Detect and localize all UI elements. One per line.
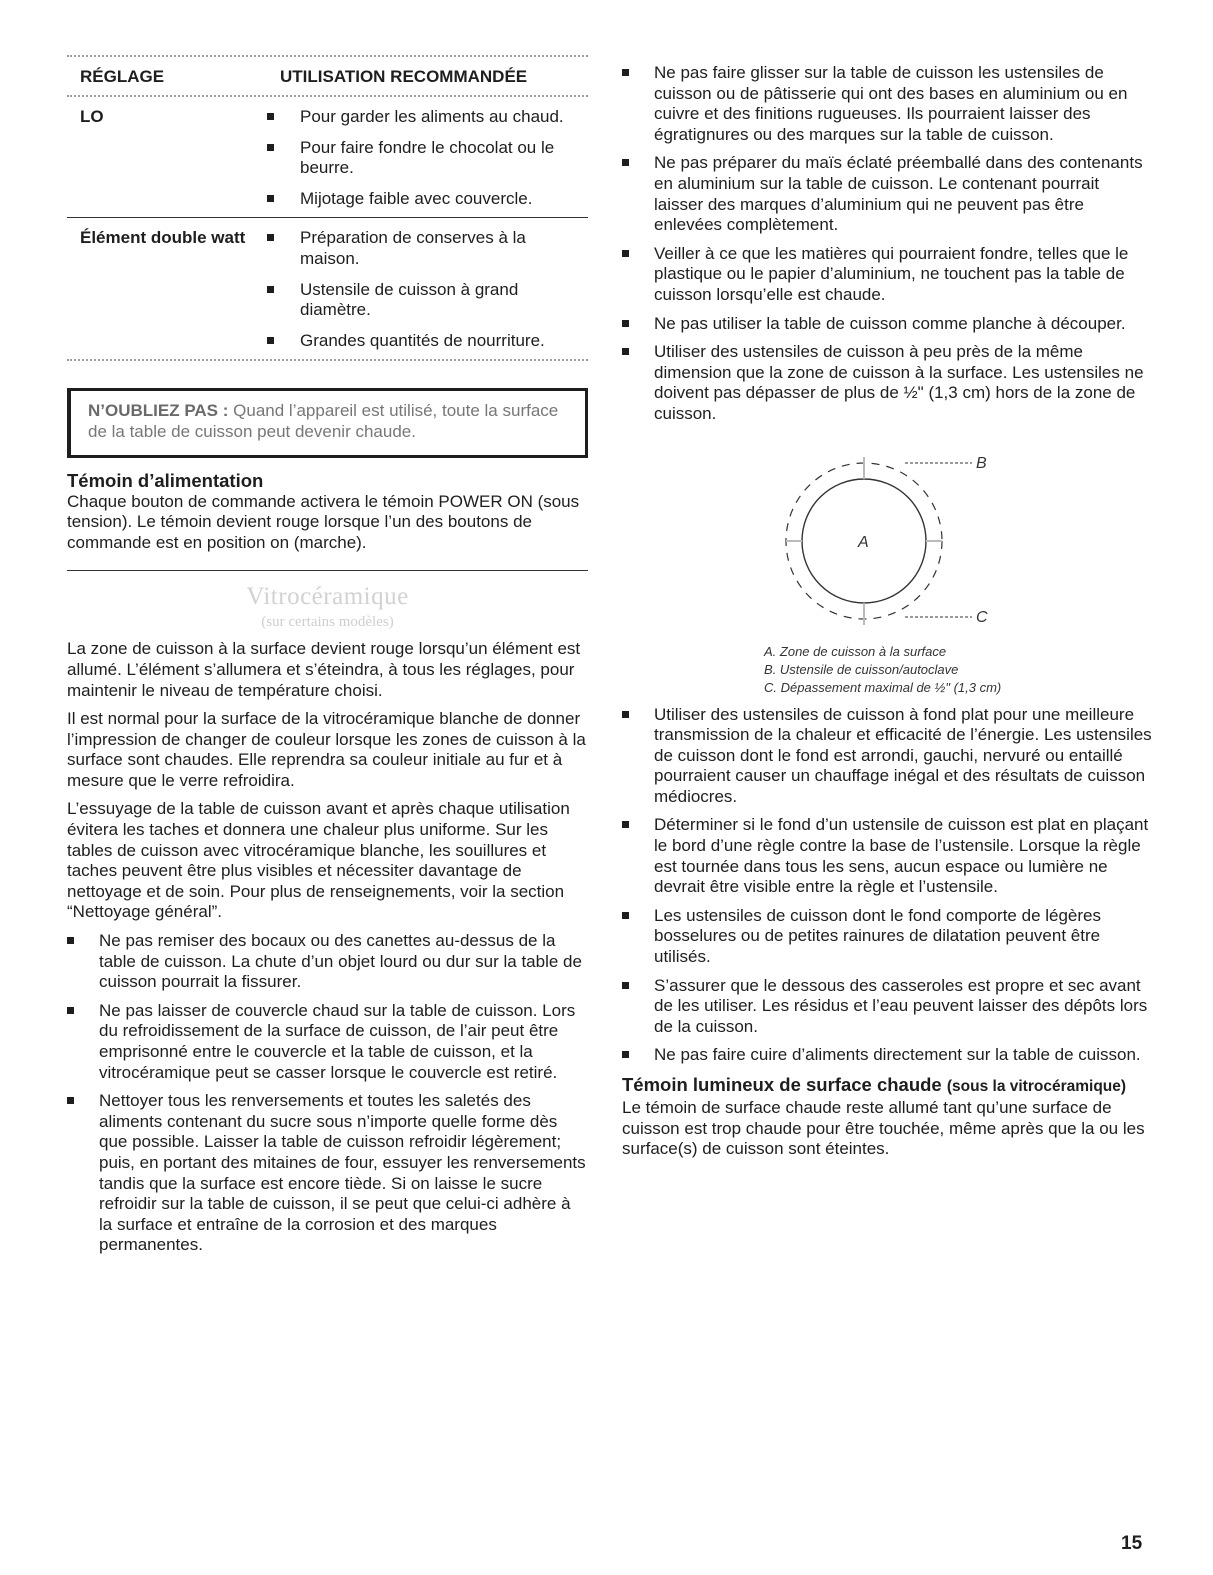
setting-label: Élément double watt	[80, 228, 246, 248]
section-title-vitroceramique: Vitrocéramique	[246, 583, 409, 611]
list-item-text: Ne pas laisser de couvercle chaud sur la table de cuisson. Lors du refroidissement de la surface de cuisson, de l’air peut être emprisonné entre le couvercle et la table de cuisson, et la vitrocéramique peut se casser lorsque le couvercle est retiré.	[99, 1000, 576, 1082]
hot-surface-heading	[622, 1074, 1152, 1098]
header-use: UTILISATION RECOMMANDÉE	[280, 67, 528, 86]
vitro-bullet-list-left	[67, 931, 588, 1256]
caption-c: C. Dépassement maximal de ½" (1,3 cm)	[764, 679, 1002, 695]
label-b: B	[976, 454, 987, 472]
power-indicator-text: Chaque bouton de commande activera le témoin POWER ON (sous tension). Le témoin devient rouge lorsque l’un des boutons de commande est en position on (marche).	[67, 491, 580, 552]
list-item	[622, 705, 1152, 808]
use-item	[267, 189, 588, 210]
list-item	[622, 153, 1152, 235]
bullet-icon	[622, 159, 629, 166]
list-item	[622, 906, 1152, 968]
bullet-icon	[622, 1051, 629, 1058]
use-text: Ustensile de cuisson à grand diamètre.	[300, 279, 519, 320]
section-divider	[67, 570, 588, 571]
vitro-bullet-list-right-bottom	[622, 705, 1152, 1067]
list-item	[622, 976, 1152, 1038]
hot-surface-text: Le témoin de surface chaude reste allumé tant qu’une surface de cuisson est trop chaude pour être touchée, même après que la ou les surface(s) de cuisson sont éteintes.	[622, 1098, 1145, 1159]
caption-b: B. Ustensile de cuisson/autoclave	[764, 661, 959, 677]
vitro-paragraph: La zone de cuisson à la surface devient rouge lorsqu’un élément est allumé. L’élément s’allumera et s’éteindra, à tous les réglages, pour maintenir le niveau de température choisi.	[67, 639, 581, 700]
list-item-text: Ne pas faire glisser sur la table de cuisson les ustensiles de cuisson ou de pâtisserie qui ont des bases en aluminium ou en cuivre et des finitions rugueuses. Ils pourraient laisser des égratignures ou des marques sur la table de cuisson.	[654, 63, 1128, 144]
list-item	[67, 1091, 588, 1256]
vitro-paragraph: L’essuyage de la table de cuisson avant et après chaque utilisation évitera les taches et donnera une chaleur plus uniforme. Sur les tables de cuisson avec vitrocéramique blanche, les souillures et taches peuvent être plus visibles et nécessiter davantage de nettoyage et de soin. Pour plus de renseignements, voir la section “Nettoyage général”.	[67, 799, 570, 922]
hot-surface-title-suffix: (sous la vitrocéramique)	[946, 1078, 1127, 1095]
use-item	[267, 138, 588, 179]
vitro-paragraph: Il est normal pour la surface de la vitrocéramique blanche de donner l’impression de changer de couleur lorsque les zones de cuisson à la surface sont chaudes. Elle reprendra sa couleur initiale au fur et à mesure que le verre refroidira.	[67, 709, 586, 790]
label-c: C	[976, 608, 988, 626]
bullet-icon	[267, 144, 274, 151]
bullet-icon	[622, 821, 629, 828]
list-item-text: Ne pas utiliser la table de cuisson comme planche à découper.	[654, 313, 1126, 333]
list-item	[67, 931, 588, 993]
setting-label: LO	[80, 107, 104, 126]
list-item	[622, 244, 1152, 306]
use-list	[267, 228, 588, 351]
bullet-icon	[267, 337, 274, 344]
bullet-icon	[622, 982, 629, 989]
list-item-text: Utiliser des ustensiles de cuisson à peu près de la même dimension que la zone de cuisson à la surface. Les ustensiles ne doivent pas dépasser de plus de ½" (1,3 cm) hors de la zone de cuisson.	[654, 342, 1144, 423]
list-item	[622, 815, 1152, 897]
use-text: Mijotage faible avec couvercle.	[300, 188, 533, 208]
cookware-size-diagram	[622, 433, 1152, 643]
hot-surface-title: Témoin lumineux de surface chaude	[622, 1074, 942, 1095]
power-indicator-heading: Témoin d’alimentation	[67, 469, 264, 491]
bullet-icon	[622, 912, 629, 919]
bullet-icon	[622, 320, 629, 327]
bullet-icon	[622, 348, 629, 355]
settings-table-header	[67, 57, 588, 95]
list-item-text: Utiliser des ustensiles de cuisson à fond plat pour une meilleure transmission de la chaleur et efficacité de l’énergie. Les ustensiles de cuisson dont le fond est arrondi, gauchi, nervuré ou entaillé pourraient causer un chauffage inégal et des résultats de cuisson médiocres.	[654, 704, 1152, 806]
bullet-icon	[67, 1097, 74, 1104]
use-item	[267, 228, 588, 269]
bullet-icon	[267, 286, 274, 293]
use-list	[267, 107, 588, 209]
list-item	[622, 63, 1152, 145]
list-item	[67, 1001, 588, 1083]
use-text: Pour garder les aliments au chaud.	[300, 107, 564, 126]
table-row-lo	[67, 97, 588, 217]
list-item	[622, 342, 1152, 424]
list-item-text: Ne pas remiser des bocaux ou des canettes au-dessus de la table de cuisson. La chute d’un objet lourd ou dur sur la table de cuisson pourrait la fissurer.	[99, 931, 582, 992]
diagram-captions	[622, 643, 1152, 697]
bullet-icon	[267, 113, 274, 120]
reminder-notice-box	[67, 388, 588, 457]
list-item-text: Ne pas faire cuire d’aliments directement sur la table de cuisson.	[654, 1045, 1141, 1065]
page-number: 15	[1121, 1533, 1143, 1554]
use-item	[267, 331, 588, 352]
list-item-text: Les ustensiles de cuisson dont le fond comporte de légères bosselures ou de petites rainures de dilatation peuvent être utilisés.	[654, 905, 1101, 967]
notice-body: Quand l’appareil est utilisé, toute la surface de la table de cuisson peut devenir chaude.	[88, 401, 559, 441]
list-item-text: Ne pas préparer du maïs éclaté préemballé dans des contenants en aluminium sur la table de cuisson. Le contenant pourrait laisser des marques d’aluminium qui ne peuvent pas être enlevées complètement.	[654, 153, 1143, 235]
list-item-text: Veiller à ce que les matières qui pourraient fondre, telles que le plastique ou le papier d’aluminium, ne touchent pas la table de cuisson lorsqu’elle est chaude.	[654, 243, 1129, 304]
use-item	[267, 107, 588, 128]
vitro-bullet-list-right-top	[622, 63, 1152, 425]
table-bottom-rule	[67, 359, 588, 361]
use-text: Grandes quantités de nourriture.	[300, 330, 545, 350]
header-setting: RÉGLAGE	[80, 67, 165, 86]
bullet-icon	[267, 234, 274, 241]
right-column	[622, 63, 1152, 1160]
bullet-icon	[67, 1007, 74, 1014]
use-item	[267, 280, 588, 321]
use-text: Préparation de conserves à la maison.	[300, 228, 526, 268]
left-column	[67, 55, 588, 1264]
bullet-icon	[267, 195, 274, 202]
bullet-icon	[622, 250, 629, 257]
list-item	[622, 314, 1152, 335]
notice-text	[88, 401, 571, 442]
bullet-icon	[622, 69, 629, 76]
notice-label: N’OUBLIEZ PAS :	[88, 401, 229, 421]
label-a: A	[858, 533, 869, 551]
list-item-text: Nettoyer tous les renversements et toutes les saletés des aliments contenant du sucre sous n’importe quelle forme dès que possible. Laisser la table de cuisson refroidir légèrement; puis, en portant des mitaines de four, essuyer les renversements tandis que la surface est encore tiède. Si on laisse le sucre refroidir sur la table de cuisson, il se peut que celui-ci adhère à la surface et entraîne de la corrosion et des marques permanentes.	[99, 1091, 586, 1255]
section-subtitle: (sur certains modèles)	[261, 614, 394, 631]
list-item-text: Déterminer si le fond d’un ustensile de cuisson est plat en plaçant le bord d’une règle contre la base de l’ustensile. Lorsque la règle est tournée dans tous les sens, aucun espace ou lumière ne devrait être visible entre la règle et l’ustensile.	[654, 815, 1149, 897]
cookware-diagram-svg	[622, 433, 1152, 643]
list-item	[622, 1045, 1152, 1066]
list-item-text: S’assurer que le dessous des casseroles est propre et sec avant de les utiliser. Les résidus et l’eau peuvent laisser des dépôts lors de la cuisson.	[654, 975, 1148, 1036]
bullet-icon	[67, 937, 74, 944]
table-row-double-watt	[67, 218, 588, 359]
use-text: Pour faire fondre le chocolat ou le beurre.	[300, 137, 555, 178]
bullet-icon	[622, 711, 629, 718]
caption-a: A. Zone de cuisson à la surface	[764, 643, 947, 659]
